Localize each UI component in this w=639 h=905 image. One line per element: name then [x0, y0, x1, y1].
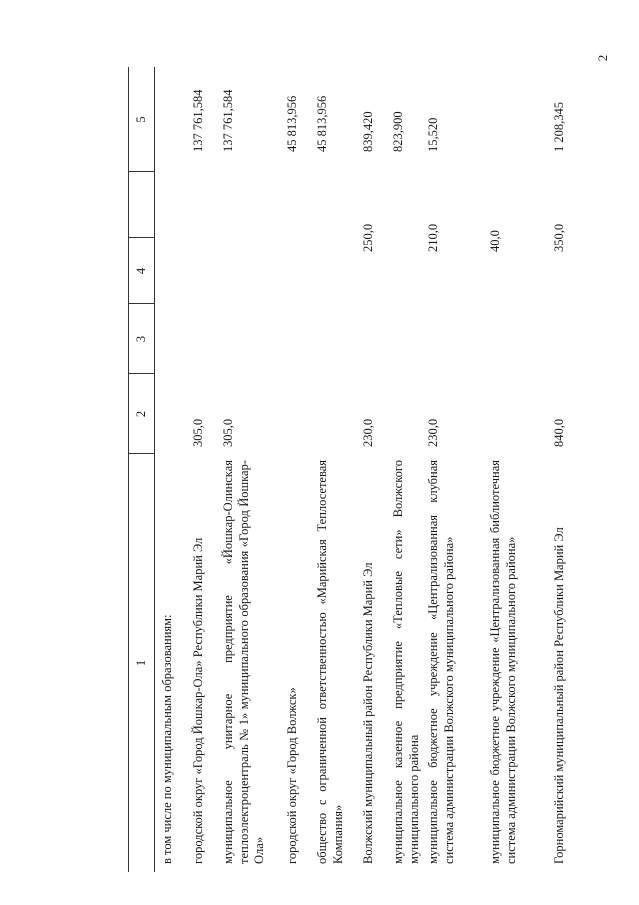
rotated-table — [128, 67, 628, 872]
table-cell-col2: 840,0 — [552, 418, 566, 447]
table-row-name: муниципальное бюджетное учреждение «Централизованная библиотечная система администрации Волжского муниципального района» — [488, 460, 518, 864]
table-cell-col4: 250,0 — [361, 223, 375, 252]
table-row-name: муниципальное бюджетное учреждение «Централизованная клубная система администрации Волжского муниципального района» — [426, 460, 456, 864]
col-head-1: 1 — [134, 659, 148, 667]
col-head-5: 5 — [134, 116, 148, 123]
table-grid — [128, 67, 628, 872]
table-cell-col4: 210,0 — [426, 223, 440, 252]
table-row-name: Горномарийский муниципальный район Республики Марий Эл — [552, 527, 566, 864]
page-number: 2 — [595, 54, 610, 62]
table-cell-col2: 305,0 — [221, 418, 235, 447]
table-row-name: общество с ограниченной ответственностью «Марийская Теплосетевая Компания» — [315, 460, 345, 864]
col-head-3: 3 — [134, 335, 148, 343]
table-cell-col4: 350,0 — [552, 223, 566, 252]
table-cell-col5: 1 208,345 — [552, 102, 566, 152]
table-row-name: муниципальное унитарное предприятие «Йошкар-Олинская теплоэлектроцентраль № 1» муниципального образования «Город Йошкар-Ола» — [221, 460, 266, 864]
table-cell-col5: 137 761,584 — [191, 89, 205, 152]
table-header-rule — [154, 67, 155, 872]
col-head-4: 4 — [134, 267, 148, 275]
table-row-name: Волжский муниципальный район Республики Марий Эл — [361, 562, 375, 864]
table-cell-col5: 839,420 — [361, 111, 375, 152]
table-row-name: городской округ «Город Волжск» — [285, 687, 299, 864]
table-cell-col5: 45 813,956 — [315, 95, 329, 152]
table-cell-col2: 305,0 — [191, 418, 205, 447]
col-head-2: 2 — [134, 410, 148, 418]
table-cell-col5: 137 761,584 — [221, 89, 235, 152]
table-row-name: городской округ «Город Йошкар-Ола» Республики Марий Эл — [191, 537, 205, 864]
table-row-name: в том числе по муниципальным образованиям: — [160, 614, 174, 864]
table-cell-col2: 230,0 — [361, 418, 375, 447]
table-row-name: муниципальное казенное предприятие «Тепловые сети» Волжского муниципального района — [391, 460, 421, 864]
table-cell-col5: 45 813,956 — [285, 95, 299, 152]
table-cell-col2: 230,0 — [426, 418, 440, 447]
table-cell-col5: 15,520 — [426, 117, 440, 152]
table-cell-col5: 823,900 — [391, 111, 405, 152]
table-cell-col4: 40,0 — [488, 230, 502, 252]
